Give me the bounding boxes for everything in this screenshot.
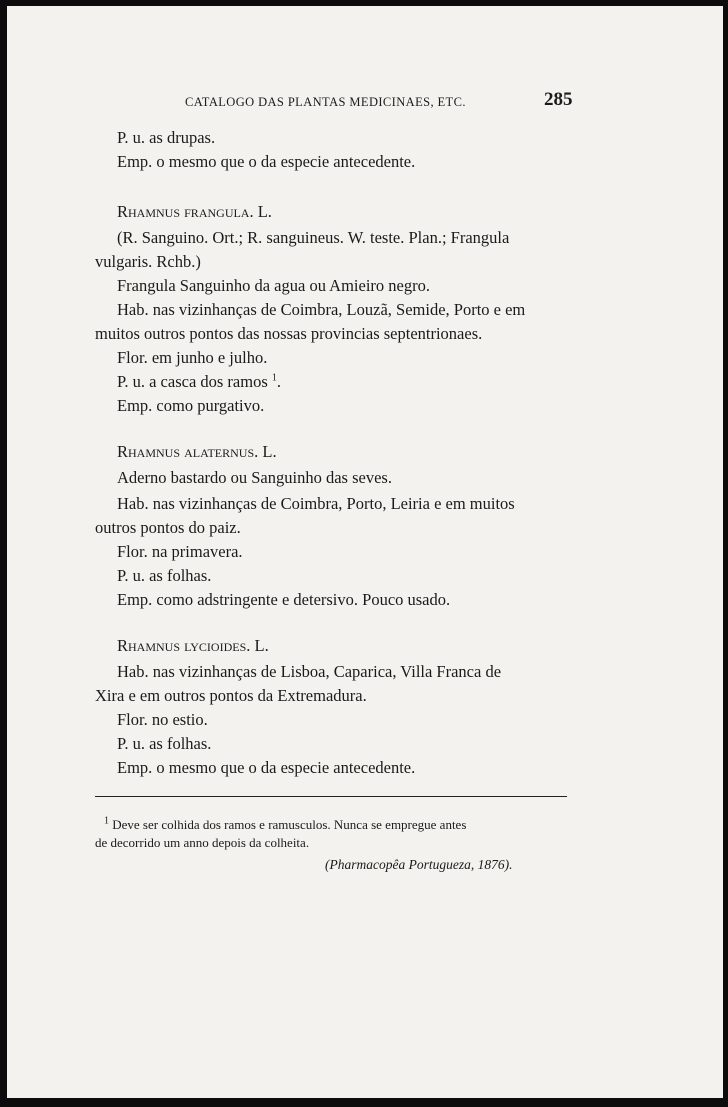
footnote-text: Deve ser colhida dos ramos e ramusculos. Nunca se empregue antes	[112, 817, 467, 832]
text-line-with-note: P. u. a casca dos ramos $^1$.	[117, 372, 282, 391]
text-line: Xira e em outros pontos da Extremadura.	[95, 686, 367, 705]
text-line: Flor. na primavera.	[117, 542, 243, 561]
text-line: Emp. como purgativo.	[117, 396, 265, 415]
text-line: P. u. as drupas.	[117, 128, 216, 147]
footnote-line: de decorrido um anno depois da colheita.	[95, 835, 310, 850]
text-line: P. u. as folhas.	[117, 566, 212, 585]
text-line: Hab. nas vizinhanças de Lisboa, Caparica, Villa Franca de	[117, 662, 502, 681]
text-line: outros pontos do paiz.	[95, 518, 241, 537]
text-line: Frangula Sanguinho da agua ou Amieiro negro.	[117, 276, 430, 295]
text-line: Aderno bastardo ou Sanguinho das seves.	[117, 468, 392, 487]
text-span: P. u. a casca dos ramos	[117, 372, 268, 391]
text-line: Emp. o mesmo que o da especie antecedente.	[117, 758, 416, 777]
text-line: P. u. as folhas.	[117, 734, 212, 753]
footnote-marker: 1	[104, 815, 109, 827]
species-heading: Rhamnus frangula. L.	[117, 202, 272, 221]
text-line: Flor. no estio.	[117, 710, 208, 729]
text-line: Emp. como adstringente e detersivo. Pouco usado.	[117, 590, 451, 609]
text-line: Hab. nas vizinhanças de Coimbra, Porto, Leiria e em muitos	[117, 494, 515, 513]
footnote-line	[104, 816, 466, 833]
text-line: muitos outros pontos das nossas provincias septentrionaes.	[95, 324, 483, 343]
running-title: CATALOGO DAS PLANTAS MEDICINAES, ETC.	[185, 95, 466, 109]
text-line: Flor. em junho e julho.	[117, 348, 268, 367]
footnote-reference: 1	[271, 372, 277, 384]
text-line: Emp. o mesmo que o da especie antecedente.	[117, 152, 416, 171]
footnote-divider	[95, 796, 567, 797]
species-heading: Rhamnus lycioides. L.	[117, 636, 269, 655]
text-line: Hab. nas vizinhanças de Coimbra, Louzã, Semide, Porto e em	[117, 300, 526, 319]
species-heading: Rhamnus alaternus. L.	[117, 442, 277, 461]
text-line: vulgaris. Rchb.)	[95, 252, 201, 271]
page-number: 285	[544, 89, 573, 110]
footnote-source: (Pharmacopêa Portugueza, 1876).	[325, 857, 513, 872]
text-line: (R. Sanguino. Ort.; R. sanguineus. W. teste. Plan.; Frangula	[117, 228, 510, 247]
